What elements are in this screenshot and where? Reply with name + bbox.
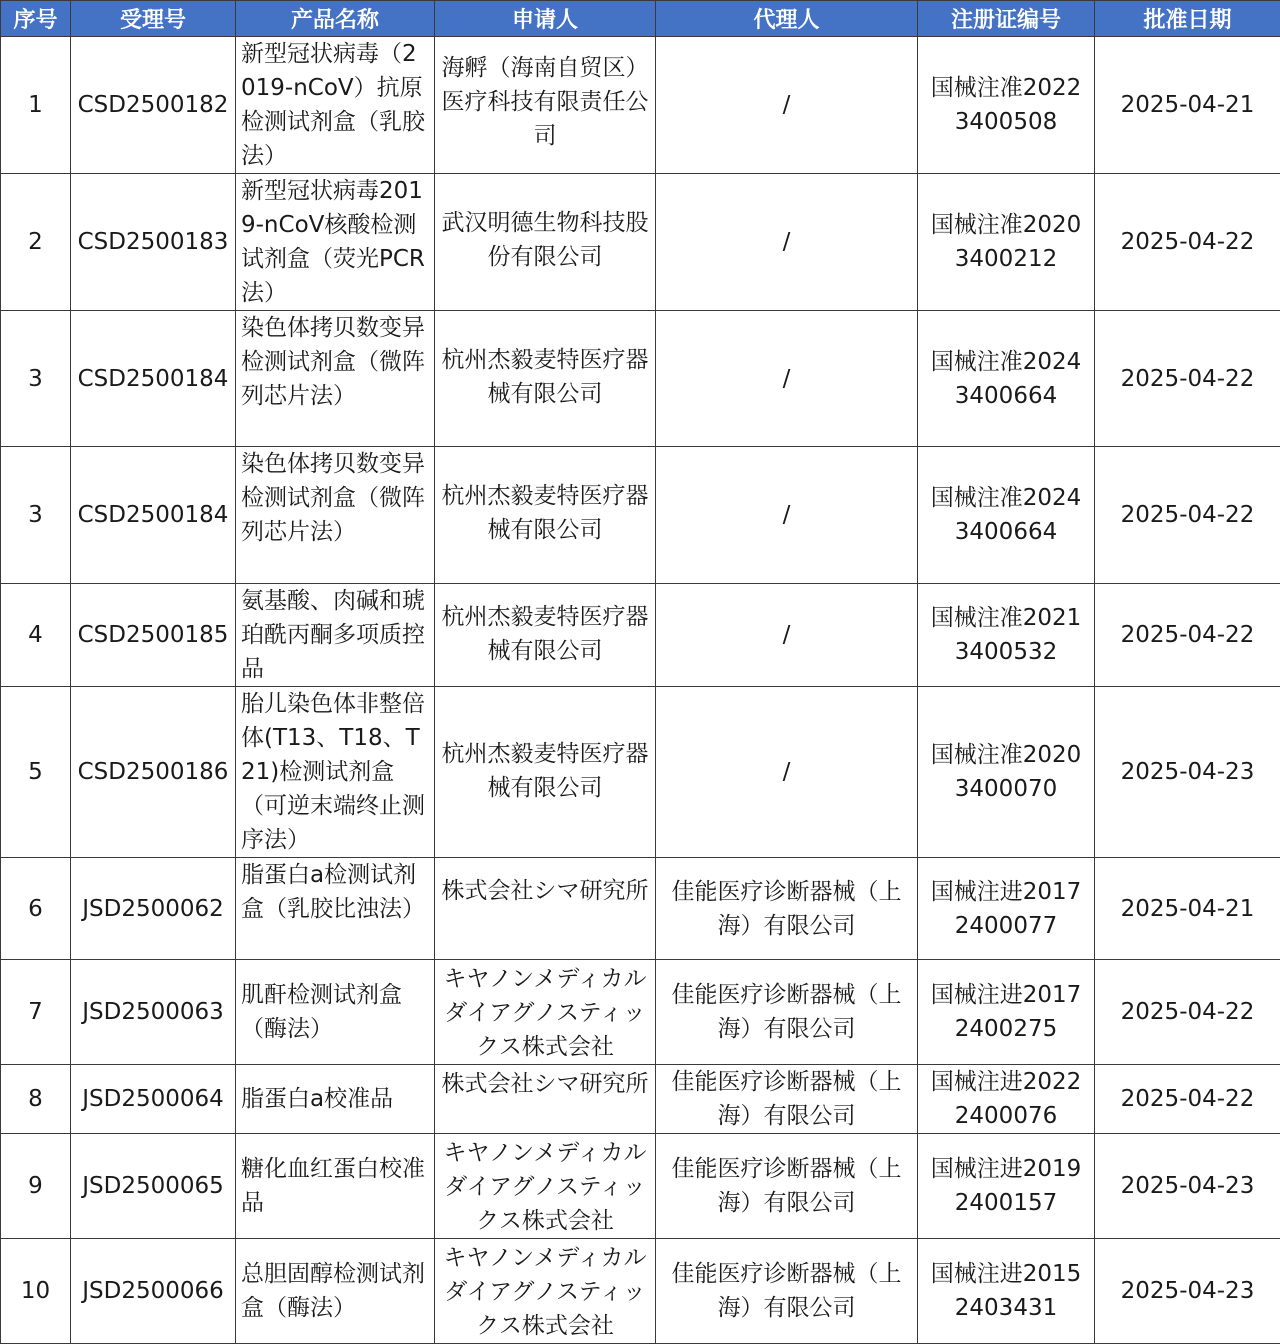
cell-applicant: 株式会社シマ研究所 (435, 1065, 656, 1134)
cell-approve-date: 2025-04-23 (1095, 1239, 1280, 1344)
table-row (1, 687, 1280, 858)
cell-seq: 10 (1, 1239, 71, 1344)
cell-reg-no: 国械注进20172400275 (918, 960, 1095, 1065)
cell-accept-no: CSD2500185 (71, 584, 236, 687)
table-row (1, 37, 1280, 174)
table-row (1, 1065, 1280, 1134)
header-product-name: 产品名称 (236, 1, 435, 37)
cell-reg-no: 国械注准20213400532 (918, 584, 1095, 687)
cell-approve-date: 2025-04-23 (1095, 687, 1280, 858)
cell-product-name: 脂蛋白a检测试剂盒（乳胶比浊法） (236, 858, 435, 960)
cell-agent: / (656, 37, 918, 174)
cell-agent: / (656, 584, 918, 687)
cell-approve-date: 2025-04-23 (1095, 1134, 1280, 1239)
cell-product-name: 染色体拷贝数变异检测试剂盒（微阵列芯片法） (236, 311, 435, 447)
cell-seq: 1 (1, 37, 71, 174)
cell-reg-no: 国械注准20203400212 (918, 174, 1095, 311)
cell-agent: / (656, 311, 918, 447)
cell-accept-no: JSD2500062 (71, 858, 236, 960)
cell-applicant: 杭州杰毅麦特医疗器械有限公司 (435, 447, 656, 584)
table-row (1, 174, 1280, 311)
cell-approve-date: 2025-04-22 (1095, 584, 1280, 687)
cell-accept-no: CSD2500184 (71, 447, 236, 584)
cell-seq: 7 (1, 960, 71, 1065)
cell-accept-no: JSD2500064 (71, 1065, 236, 1134)
cell-applicant: キヤノンメディカルダイアグノスティックス株式会社 (435, 1134, 656, 1239)
cell-reg-no: 国械注进20222400076 (918, 1065, 1095, 1134)
cell-reg-no: 国械注进20172400077 (918, 858, 1095, 960)
cell-seq: 3 (1, 447, 71, 584)
header-applicant: 申请人 (435, 1, 656, 37)
cell-reg-no: 国械注进20192400157 (918, 1134, 1095, 1239)
cell-product-name: 糖化血红蛋白校准品 (236, 1134, 435, 1239)
cell-seq: 9 (1, 1134, 71, 1239)
cell-applicant: 武汉明德生物科技股份有限公司 (435, 174, 656, 311)
table-row (1, 858, 1280, 960)
table-row (1, 1239, 1280, 1344)
table-header (1, 1, 1280, 37)
cell-accept-no: JSD2500065 (71, 1134, 236, 1239)
cell-product-name: 氨基酸、肉碱和琥珀酰丙酮多项质控品 (236, 584, 435, 687)
cell-reg-no: 国械注准20243400664 (918, 447, 1095, 584)
cell-agent: / (656, 174, 918, 311)
cell-product-name: 新型冠状病毒2019-nCoV核酸检测试剂盒（荧光PCR法） (236, 174, 435, 311)
cell-applicant: 杭州杰毅麦特医疗器械有限公司 (435, 687, 656, 858)
cell-approve-date: 2025-04-22 (1095, 174, 1280, 311)
cell-approve-date: 2025-04-21 (1095, 37, 1280, 174)
cell-seq: 5 (1, 687, 71, 858)
cell-reg-no: 国械注准20243400664 (918, 311, 1095, 447)
cell-accept-no: CSD2500186 (71, 687, 236, 858)
cell-approve-date: 2025-04-21 (1095, 858, 1280, 960)
cell-agent: 佳能医疗诊断器械（上海）有限公司 (656, 1239, 918, 1344)
cell-agent: / (656, 687, 918, 858)
cell-seq: 3 (1, 311, 71, 447)
cell-agent: 佳能医疗诊断器械（上海）有限公司 (656, 1134, 918, 1239)
cell-accept-no: CSD2500182 (71, 37, 236, 174)
cell-seq: 6 (1, 858, 71, 960)
cell-accept-no: CSD2500183 (71, 174, 236, 311)
cell-product-name: 染色体拷贝数变异检测试剂盒（微阵列芯片法） (236, 447, 435, 584)
cell-reg-no: 国械注准20203400070 (918, 687, 1095, 858)
table-row (1, 960, 1280, 1065)
cell-seq: 2 (1, 174, 71, 311)
table-body (1, 37, 1280, 1344)
header-agent: 代理人 (656, 1, 918, 37)
cell-applicant: 海孵（海南自贸区）医疗科技有限责任公司 (435, 37, 656, 174)
cell-seq: 4 (1, 584, 71, 687)
cell-applicant: 杭州杰毅麦特医疗器械有限公司 (435, 311, 656, 447)
cell-agent: 佳能医疗诊断器械（上海）有限公司 (656, 1065, 918, 1134)
cell-applicant: キヤノンメディカルダイアグノスティックス株式会社 (435, 1239, 656, 1344)
cell-product-name: 胎儿染色体非整倍体(T13、T18、T21)检测试剂盒（可逆末端终止测序法） (236, 687, 435, 858)
cell-reg-no: 国械注进20152403431 (918, 1239, 1095, 1344)
header-seq: 序号 (1, 1, 71, 37)
cell-accept-no: JSD2500063 (71, 960, 236, 1065)
cell-accept-no: JSD2500066 (71, 1239, 236, 1344)
header-accept-no: 受理号 (71, 1, 236, 37)
table-row (1, 584, 1280, 687)
table-row (1, 1134, 1280, 1239)
cell-product-name: 肌酐检测试剂盒（酶法） (236, 960, 435, 1065)
cell-applicant: キヤノンメディカルダイアグノスティックス株式会社 (435, 960, 656, 1065)
cell-product-name: 新型冠状病毒（2019-nCoV）抗原检测试剂盒（乳胶法） (236, 37, 435, 174)
cell-agent: 佳能医疗诊断器械（上海）有限公司 (656, 858, 918, 960)
cell-approve-date: 2025-04-22 (1095, 311, 1280, 447)
table-row (1, 311, 1280, 447)
cell-accept-no: CSD2500184 (71, 311, 236, 447)
cell-approve-date: 2025-04-22 (1095, 447, 1280, 584)
cell-applicant: 株式会社シマ研究所 (435, 858, 656, 960)
cell-reg-no: 国械注准20223400508 (918, 37, 1095, 174)
cell-agent: / (656, 447, 918, 584)
header-reg-no: 注册证编号 (918, 1, 1095, 37)
header-approve-date: 批准日期 (1095, 1, 1280, 37)
cell-product-name: 总胆固醇检测试剂盒（酶法） (236, 1239, 435, 1344)
cell-approve-date: 2025-04-22 (1095, 960, 1280, 1065)
cell-product-name: 脂蛋白a校准品 (236, 1065, 435, 1134)
cell-seq: 8 (1, 1065, 71, 1134)
header-row (1, 1, 1280, 37)
cell-applicant: 杭州杰毅麦特医疗器械有限公司 (435, 584, 656, 687)
table-row (1, 447, 1280, 584)
cell-agent: 佳能医疗诊断器械（上海）有限公司 (656, 960, 918, 1065)
cell-approve-date: 2025-04-22 (1095, 1065, 1280, 1134)
